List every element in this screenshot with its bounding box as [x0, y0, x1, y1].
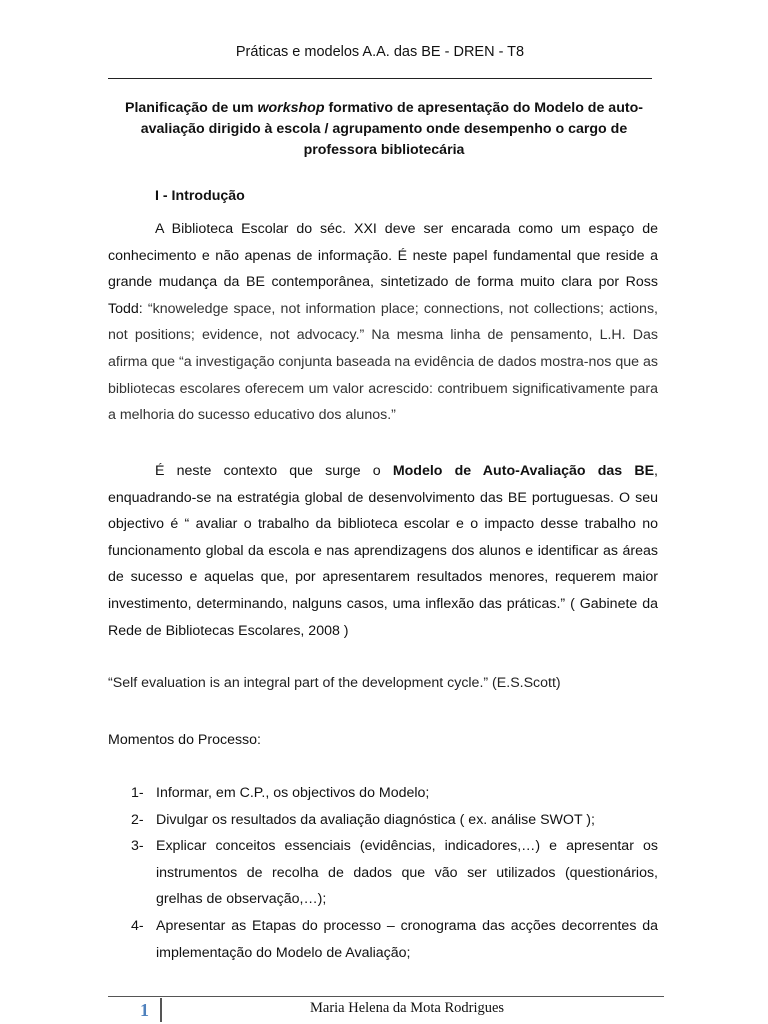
paragraph-introduction	[108, 216, 658, 429]
footer-rule	[108, 996, 664, 997]
footer-author: Maria Helena da Mota Rodrigues	[310, 1000, 505, 1016]
list-item-number: 3-	[131, 838, 144, 855]
page-number-divider	[160, 998, 162, 1022]
title-part-2: formativo de apresentação do Modelo de auto-avaliação dirigido à escola / agrupamento onde desempenho o cargo de professora bibliotecária	[140, 100, 643, 158]
list-item-text: Informar, em C.P., os objectivos do Modelo;	[156, 785, 430, 801]
running-header: Práticas e modelos A.A. das BE - DREN - T8	[235, 44, 525, 60]
list-item-text: Apresentar as Etapas do processo – cronograma das acções decorrentes da implementação do Modelo de Avaliação;	[156, 917, 658, 961]
moments-heading: Momentos do Processo:	[108, 732, 261, 748]
list-item-text: Explicar conceitos essenciais (evidências, indicadores,…) e apresentar os instrumentos de recolha de dados que vão ser utilizados (questionários, grelhas de observação,…);	[156, 838, 658, 908]
p1-quote-todd: “knoweledge space, not information place; connections, not collections; actions, not positions; evidence, not advocacy.”	[108, 300, 658, 344]
page-number: 1	[140, 1000, 149, 1020]
p1-text-1: A Biblioteca Escolar do séc. XXI deve ser encarada como um espaço de conhecimento e não apenas de informação. É neste papel fundamental que reside a grande mudança da BE contemporânea, sintetizado de forma muito clara por Ross Todd:	[108, 221, 658, 317]
header-rule	[108, 78, 652, 79]
p1-text-2: Na mesma linha de pensamento, L.H. Das afirma que	[108, 327, 658, 370]
section-heading: I - Introdução	[155, 188, 245, 204]
list-item-number: 2-	[131, 811, 144, 828]
p1-quote-das: “a investigação conjunta baseada na evidência de dados mostra-nos que as bibliotecas escolares oferecem um valor acrescido: contribuem significativamente para a melhoria do sucesso educativo dos alunos.”	[108, 353, 658, 424]
title-part-1: Planificação de um	[125, 100, 258, 116]
scott-quote: “Self evaluation is an integral part of the development cycle.” (E.S.Scott)	[108, 675, 561, 691]
list-item	[108, 807, 658, 834]
list-item-number: 4-	[131, 917, 144, 934]
paragraph-model	[108, 458, 658, 644]
title-emphasis: workshop	[257, 100, 325, 116]
list-item	[108, 780, 658, 807]
list-item-number: 1-	[131, 785, 144, 801]
p2-bold-model: Modelo de Auto-Avaliação das BE	[392, 463, 655, 479]
p2-text-1: É neste contexto que surge o	[155, 463, 393, 479]
document-title	[108, 98, 660, 161]
list-item	[108, 913, 658, 966]
process-steps-list	[108, 780, 658, 966]
list-item	[108, 833, 658, 913]
p2-text-2: , enquadrando-se na estratégia global de desenvolvimento das BE portuguesas. O seu objectivo é “ avaliar o trabalho da biblioteca escolar e o impacto desse trabalho no funcionamento global da escola e nas aprendizagens dos alunos e identificar as áreas de sucesso e aquelas que, por apresentarem resultados menores, requerem maior investimento, determinando, nalguns casos, uma inflexão das práticas.” ( Gabinete da Rede de Bibliotecas Escolares, 2008 )	[108, 463, 658, 639]
list-item-text: Divulgar os resultados da avaliação diagnóstica ( ex. análise SWOT );	[156, 811, 595, 828]
